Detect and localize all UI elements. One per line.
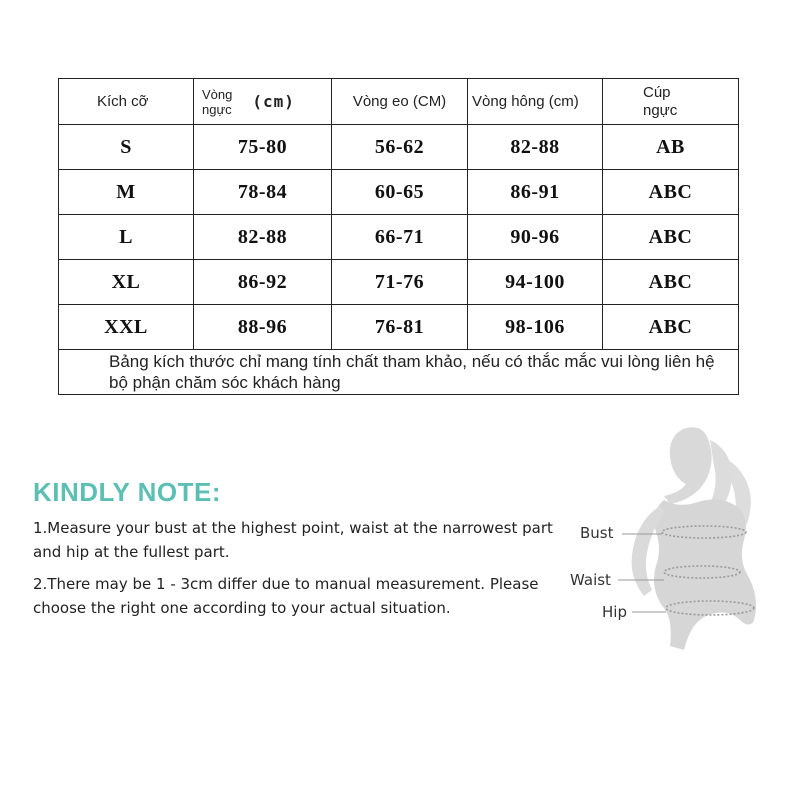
cell-hip: 82-88 <box>468 125 603 170</box>
cell-bust: 78-84 <box>194 170 332 215</box>
cell-waist: 66-71 <box>332 215 468 260</box>
hip-label: Hip <box>602 603 627 621</box>
cell-size: XXL <box>59 305 194 350</box>
cell-hip: 94-100 <box>468 260 603 305</box>
table-row <box>59 215 739 260</box>
table-footnote: Bảng kích thước chỉ mang tính chất tham khảo, nếu có thắc mắc vui lòng liên hệ bộ phận chăm sóc khách hàng <box>59 350 739 395</box>
cell-cup: ABC <box>603 170 739 215</box>
cell-cup: ABC <box>603 215 739 260</box>
table-row <box>59 305 739 350</box>
size-chart-table <box>58 78 739 395</box>
kindly-note-title: KINDLY NOTE: <box>33 477 222 507</box>
header-size: Kích cỡ <box>59 79 194 125</box>
header-cup: Cúp ngực <box>603 79 739 125</box>
cell-size: S <box>59 125 194 170</box>
cell-size: L <box>59 215 194 260</box>
cell-size: M <box>59 170 194 215</box>
cell-hip: 90-96 <box>468 215 603 260</box>
cell-waist: 56-62 <box>332 125 468 170</box>
cell-bust: 88-96 <box>194 305 332 350</box>
waist-label: Waist <box>570 571 611 589</box>
header-hip: Vòng hông (cm) <box>468 79 603 125</box>
note-line-1: 1.Measure your bust at the highest point, waist at the narrowest part and hip at the fullest part. <box>33 519 553 561</box>
cell-cup: ABC <box>603 260 739 305</box>
bust-label: Bust <box>580 524 614 542</box>
header-bust <box>194 79 332 125</box>
cell-hip: 86-91 <box>468 170 603 215</box>
cell-hip: 98-106 <box>468 305 603 350</box>
table-row <box>59 125 739 170</box>
header-waist: Vòng eo (CM) <box>332 79 468 125</box>
cell-bust: 82-88 <box>194 215 332 260</box>
cell-bust: 75-80 <box>194 125 332 170</box>
table-row <box>59 260 739 305</box>
header-bust-label: Vòng ngực <box>202 86 233 117</box>
table-row <box>59 170 739 215</box>
note-line-2: 2.There may be 1 - 3cm differ due to manual measurement. Please choose the right one according to your actual situation. <box>33 575 539 617</box>
cell-waist: 60-65 <box>332 170 468 215</box>
table-header-row <box>59 79 739 125</box>
cell-bust: 86-92 <box>194 260 332 305</box>
body-measurement-figure <box>560 420 780 660</box>
header-bust-unit: (cm) <box>252 92 295 111</box>
cell-cup: ABC <box>603 305 739 350</box>
cell-waist: 76-81 <box>332 305 468 350</box>
cell-waist: 71-76 <box>332 260 468 305</box>
table-footnote-row <box>59 350 739 395</box>
cell-size: XL <box>59 260 194 305</box>
cell-cup: AB <box>603 125 739 170</box>
